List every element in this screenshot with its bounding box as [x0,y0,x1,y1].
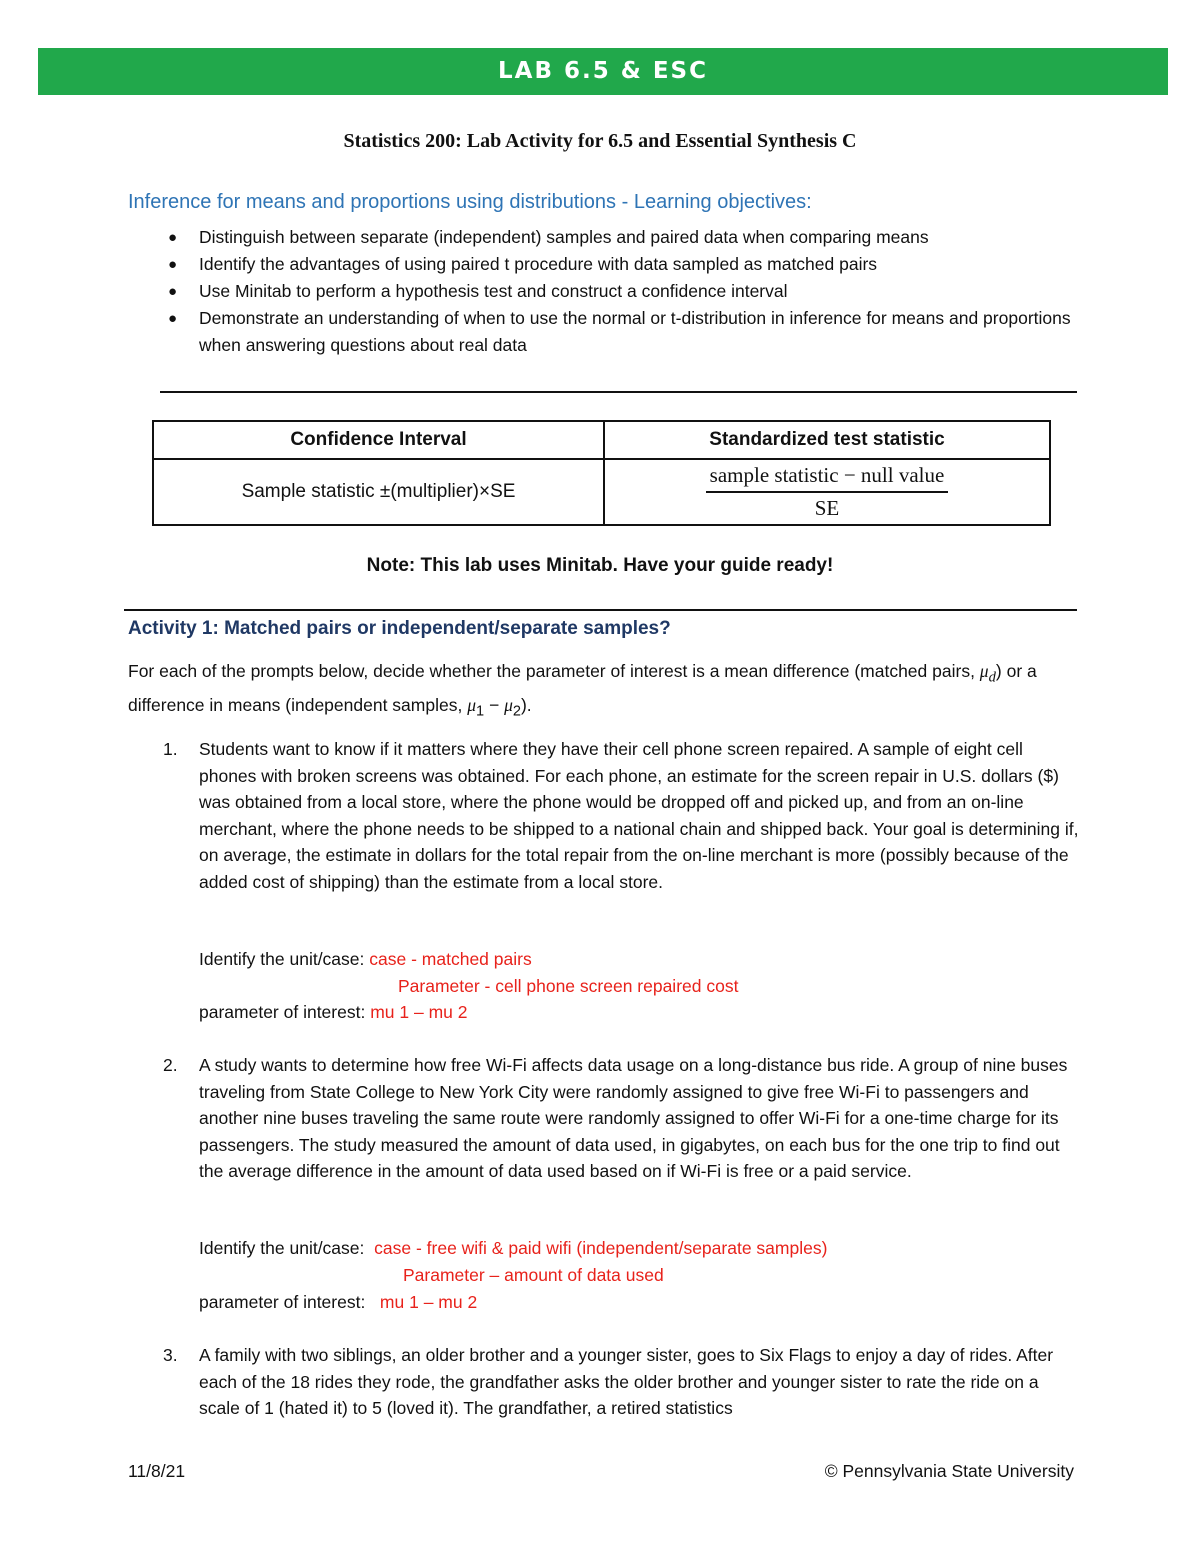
bullet-icon: ● [168,229,178,246]
q1-unit-answer: case - matched pairs [369,949,532,969]
question-text: A study wants to determine how free Wi-Fi affects data usage on a long-distance bus ride. A group of nine buses traveling from State College to New York City were randomly assigned to give free Wi-Fi to passengers and another nine buses traveling the same route were randomly assigned to offer Wi-Fi for a one-time charge for its passengers. The study measured the amount of data used, in gigabytes, on each bus for the one trip to find out the average difference in the amount of data used based on if Wi-Fi is free or a paid service. [199,1055,1068,1181]
fraction-denominator: SE [814,496,840,520]
q1-poi-answer: mu 1 – mu 2 [370,1002,468,1022]
test-stat-formula [604,459,1050,525]
document-title: Statistics 200: Lab Activity for 6.5 and Essential Synthesis C [343,130,857,152]
question-number: 1. [163,739,178,759]
question-3 [163,1342,1083,1422]
fraction-numerator: sample statistic − null value [706,463,949,493]
activity-heading: Activity 1: Matched pairs or independent/separate samples? [128,618,671,639]
list-item: ● Use Minitab to perform a hypothesis test and construct a confidence interval [168,278,1078,305]
fraction [706,463,949,521]
q2-parameter-answer: Parameter – amount of data used [403,1265,664,1285]
bullet-icon: ● [168,283,178,300]
question-number: 3. [163,1345,178,1365]
bullet-icon: ● [168,310,178,327]
bullet-icon: ● [168,256,178,273]
question-text: Students want to know if it matters where they have their cell phone screen repaired. A sample of eight cell phones with broken screens was obtained. For each phone, an estimate for the screen repair in U.S. dollars ($) was obtained from a local store, where the phone would be dropped off and picked up, and from an on-line merchant, where the phone needs to be shipped to a national chain and shipped back. Your goal is determining if, on average, the estimate in dollars for the total repair from the on-line merchant is more (possibly because of the added cost of shipping) than the estimate from a local store. [199,739,1079,892]
q1-parameter-answer: Parameter - cell phone screen repaired cost [398,976,739,996]
footer-copyright: © Pennsylvania State University [824,1461,1074,1481]
formula-table [152,420,1051,526]
lab-banner: LAB 6.5 & ESC [38,48,1168,95]
list-item: ● Demonstrate an understanding of when to use the normal or t-distribution in inference for means and proportions when answering questions about real data [168,305,1078,359]
q2-poi-answer: mu 1 – mu 2 [379,1292,478,1312]
list-item: ● Identify the advantages of using paired t procedure with data sampled as matched pairs [168,251,1078,278]
q2-unit-answer: case - free wifi & paid wifi (independent/separate samples) [374,1238,828,1258]
footer-date: 11/8/21 [128,1461,186,1481]
q1-poi-line: parameter of interest: mu 1 – mu 2 [199,1002,468,1022]
q2-unit-line: Identify the unit/case: case - free wifi & paid wifi (independent/separate samples) [199,1238,828,1258]
activity-intro: For each of the prompts below, decide whether the parameter of interest is a mean difference (matched pairs, $\mu_d$) or a difference in means (independent samples, $\mu_1 - \mu_2$). [128,661,1037,719]
question-text: A family with two siblings, an older brother and a younger sister, goes to Six Flags to enjoy a day of rides. After each of the 18 rides they rode, the grandfather asks the older brother and younger sister to rate the ride on a scale of 1 (hated it) to 5 (loved it). The grandfather, a retired statistics [199,1345,1054,1418]
ci-header: Confidence Interval [153,421,604,459]
objectives-list [168,224,1078,359]
q2-poi-line: parameter of interest: mu 1 – mu 2 [199,1292,478,1312]
question-1 [163,736,1083,895]
section-divider [160,391,1077,393]
list-item: ● Distinguish between separate (independent) samples and paired data when comparing means [168,224,1078,251]
minitab-note: Note: This lab uses Minitab. Have your guide ready! [366,555,834,576]
ci-formula: Sample statistic ±(multiplier)×SE [153,459,604,525]
test-stat-header: Standardized test statistic [604,421,1050,459]
question-2 [163,1052,1083,1185]
objectives-heading: Inference for means and proportions using distributions - Learning objectives: [128,191,812,213]
q1-unit-line: Identify the unit/case: case - matched pairs [199,949,532,969]
activity-divider [124,609,1077,611]
question-number: 2. [163,1055,178,1075]
